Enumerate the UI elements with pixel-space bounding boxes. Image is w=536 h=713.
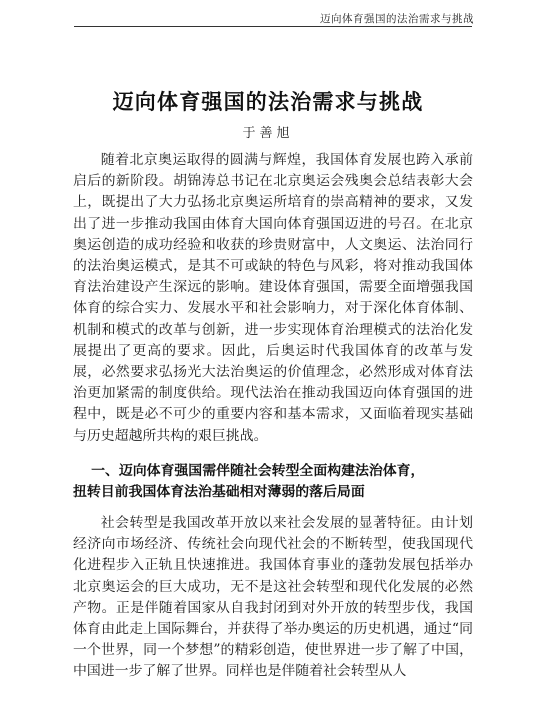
intro-paragraph: 随着北京奥运取得的圆满与辉煌，我国体育发展也跨入承前启后的新阶段。胡锦涛总书记在北京奥运会残奥会总结表彰大会上，既提出了大力弘扬北京奥运所培育的崇高精神的要求，又发出了进一步推动我国由体育大国向体育强国迈进的号召。在北京奥运创造的成功经验和收获的珍贵财富中，人文奥运、法治同行的法治奥运模式，是其不可或缺的特色与风彩，将对推动我国体育法治建设产生深远的影响。建设体育强国，需要全面增强我国体育的综合实力、发展水平和社会影响力，对于深化体育体制、机制和模式的改革与创新，进一步实现体育治理模式的法治化发展提出了更高的要求。因此，后奥运时代我国体育的改革与发展，必然要求弘扬光大法治奥运的价值理念，必然形成对体育法治更加紧需的制度供给。现代法治在推动我国迈向体育强国的进程中，既是必不可少的重要内容和基本需求，又面临着现实基础与历史超越所共构的艰巨挑战。 — [73, 152, 473, 444]
article-author: 于善旭 — [242, 126, 294, 141]
intro-section — [73, 150, 473, 447]
section-1-heading — [73, 461, 473, 503]
section-1-paragraph: 社会转型是我国改革开放以来社会发展的显著特征。由计划经济向市场经济、传统社会向现代社会的不断转型，使我国现代化进程步入正轨且快速推进。我国体育事业的蓬勃发展包括举办北京奥运会的巨大成功，无不是这社会转型和现代化发展的必然产物。正是伴随着国家从自我封闭到对外开放的转型步伐，我国体育由此走上国际舞台，并获得了举办奥运的历史机遇，通过“同一个世界，同一个梦想”的精彩创造，使世界进一步了解了中国，中国进一步了解了世界。同样也是伴随着社会转型从人 — [73, 515, 473, 680]
section-1-heading-line-2: 扭转目前我国体育法治基础相对薄弱的落后局面 — [73, 484, 365, 501]
section-1 — [73, 461, 473, 503]
running-header-title: 迈向体育强国的法治需求与挑战 — [320, 13, 474, 25]
header-rule — [74, 26, 472, 27]
section-1-heading-line-1: 一、迈向体育强国需伴随社会转型全面构建法治体育， — [91, 463, 425, 479]
article-title: 迈向体育强国的法治需求与挑战 — [112, 89, 424, 114]
section-1-body — [73, 513, 473, 683]
